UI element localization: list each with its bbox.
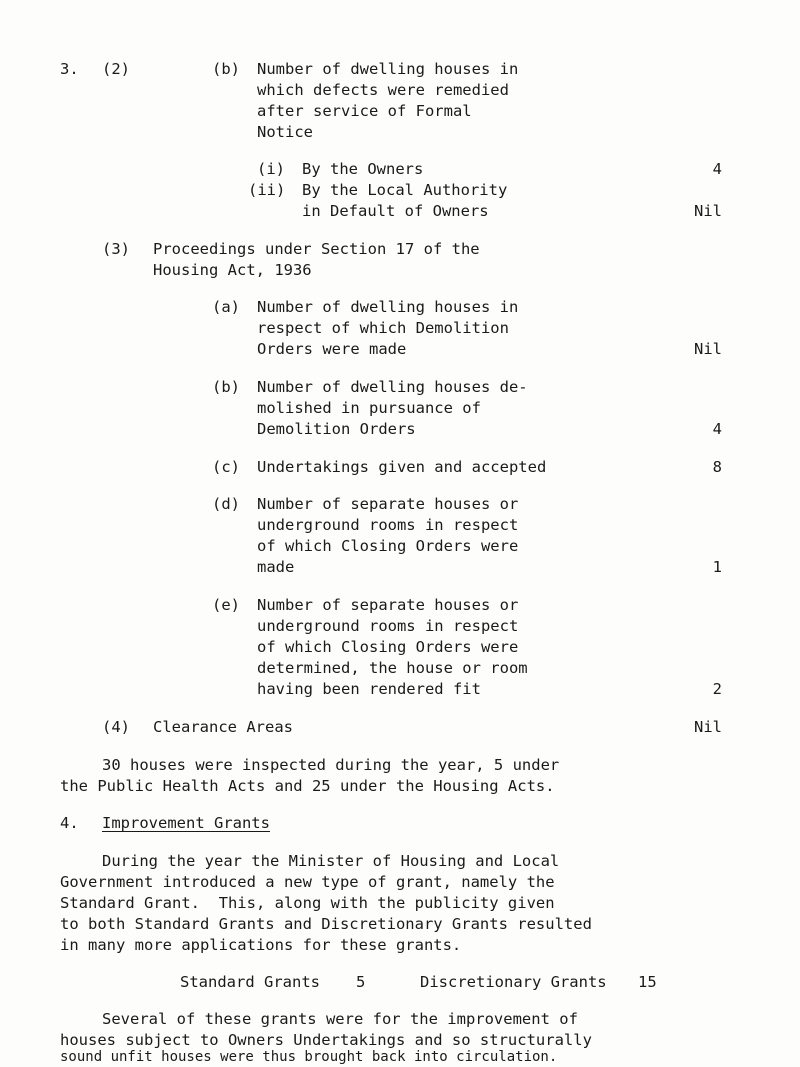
item-e-line: Number of separate houses or — [257, 596, 519, 614]
item-d-value: 1 — [712, 558, 722, 576]
part-2-label: (2) — [102, 60, 130, 78]
item-b-label: (b) — [212, 378, 240, 396]
summary-line: the Public Health Acts and 25 under the Housing Acts. — [60, 777, 555, 795]
part-4-text: Clearance Areas — [153, 718, 293, 736]
paragraph-line: sound unfit houses were thus brought back into circulation. — [60, 1049, 558, 1065]
subitem-ii-value: Nil — [694, 202, 722, 220]
paragraph-line: houses subject to Owners Undertakings and so structurally — [60, 1031, 592, 1049]
subitem-ii-label: (ii) — [248, 181, 286, 199]
item-b-line: after service of Formal — [257, 102, 472, 120]
paragraph-line: Several of these grants were for the improvement of — [102, 1010, 578, 1028]
item-a-line: Number of dwelling houses in — [257, 298, 519, 316]
item-d-line: made — [257, 558, 295, 576]
section-4-heading: Improvement Grants — [102, 814, 270, 832]
item-e-line: of which Closing Orders were — [257, 638, 519, 656]
item-a-line: respect of which Demolition — [257, 319, 509, 337]
item-e-line: underground rooms in respect — [257, 617, 519, 635]
item-b-value: 4 — [712, 420, 722, 438]
section-3-number: 3. — [60, 60, 79, 78]
part-3-label: (3) — [102, 240, 130, 258]
item-e-label: (e) — [212, 596, 240, 614]
item-c-value: 8 — [712, 458, 722, 476]
item-e-value: 2 — [712, 680, 722, 698]
item-b-label: (b) — [212, 60, 240, 78]
paragraph-line: Standard Grant. This, along with the publicity given — [60, 894, 555, 912]
item-c-line: Undertakings given and accepted — [257, 458, 547, 476]
item-b-line: Notice — [257, 123, 313, 141]
item-a-line: Orders were made — [257, 340, 407, 358]
item-d-line: underground rooms in respect — [257, 516, 519, 534]
summary-line: 30 houses were inspected during the year, 5 under — [102, 756, 560, 774]
part-3-heading: Proceedings under Section 17 of the — [153, 240, 480, 258]
standard-grants-label: Standard Grants — [180, 973, 320, 991]
item-b-line: molished in pursuance of — [257, 399, 481, 417]
paragraph-line: During the year the Minister of Housing and Local — [102, 852, 560, 870]
subitem-i-value: 4 — [712, 160, 722, 178]
item-d-line: of which Closing Orders were — [257, 537, 519, 555]
part-4-label: (4) — [102, 718, 130, 736]
item-b-line: which defects were remedied — [257, 81, 509, 99]
item-e-line: determined, the house or room — [257, 659, 528, 677]
paragraph-line: Government introduced a new type of grant, namely the — [60, 873, 555, 891]
item-e-line: having been rendered fit — [257, 680, 481, 698]
subitem-i-label: (i) — [257, 160, 285, 178]
part-3-heading: Housing Act, 1936 — [153, 261, 312, 279]
discretionary-grants-value: 15 — [638, 973, 657, 991]
paragraph-line: to both Standard Grants and Discretionary Grants resulted — [60, 915, 592, 933]
discretionary-grants-label: Discretionary Grants — [420, 973, 607, 991]
item-a-label: (a) — [212, 298, 240, 316]
paragraph-line: in many more applications for these grants. — [60, 936, 462, 954]
item-c-label: (c) — [212, 458, 240, 476]
section-4-number: 4. — [60, 814, 79, 832]
subitem-ii-line: in Default of Owners — [302, 202, 489, 220]
item-a-value: Nil — [694, 340, 722, 358]
item-d-label: (d) — [212, 495, 240, 513]
part-4-value: Nil — [694, 718, 722, 736]
item-b-line: Number of dwelling houses in — [257, 60, 519, 78]
standard-grants-value: 5 — [356, 973, 366, 991]
item-b-line: Demolition Orders — [257, 420, 416, 438]
subitem-ii-line: By the Local Authority — [302, 181, 508, 199]
subitem-i-text: By the Owners — [302, 160, 424, 178]
item-b-line: Number of dwelling houses de- — [257, 378, 528, 396]
item-d-line: Number of separate houses or — [257, 495, 519, 513]
